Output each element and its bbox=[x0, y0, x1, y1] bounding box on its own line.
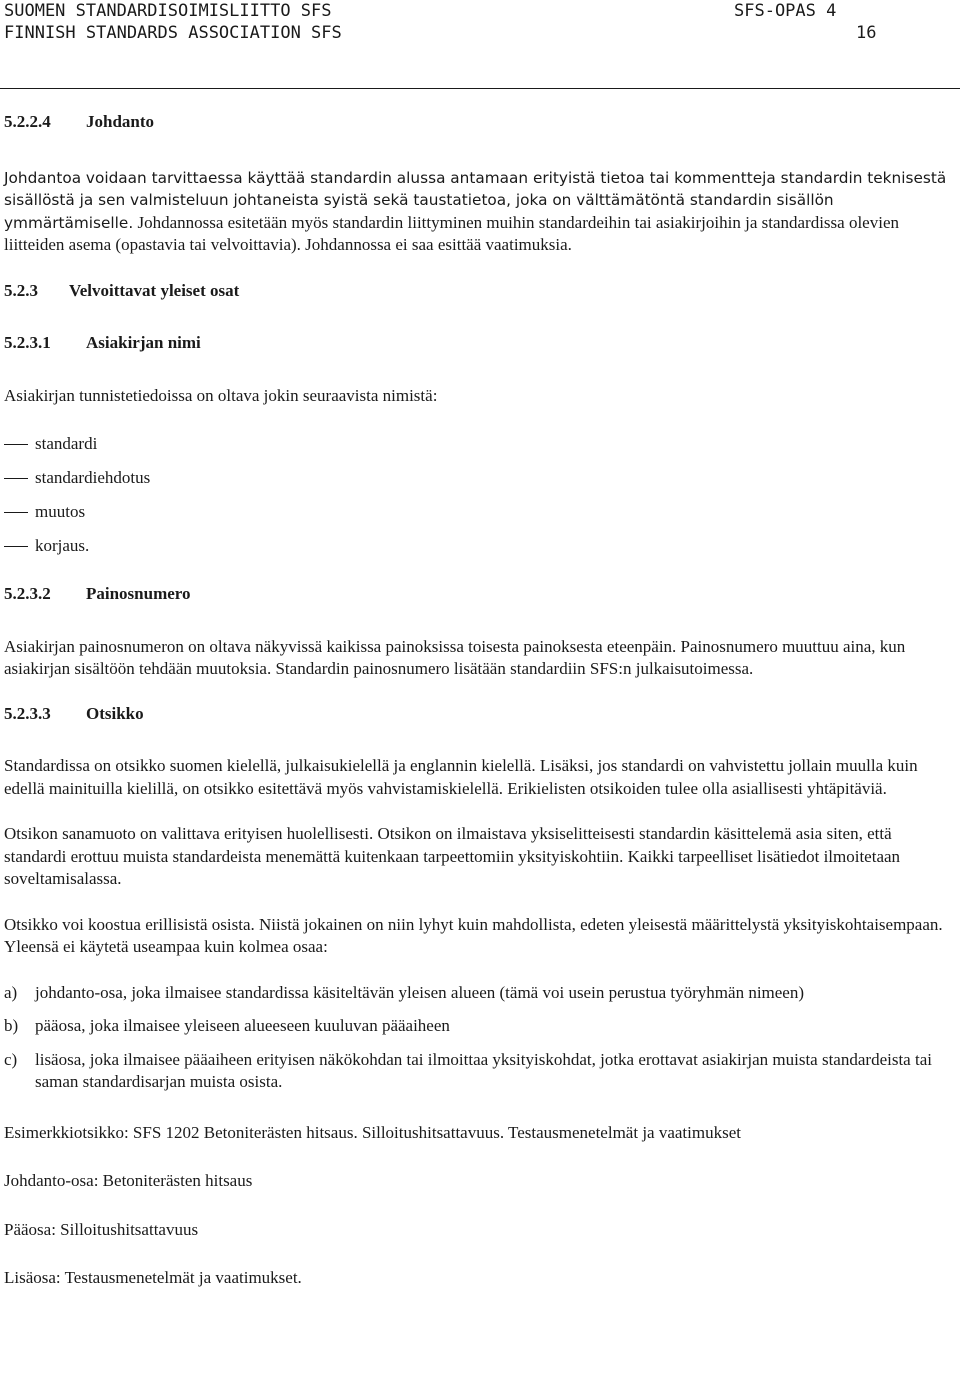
paragraph-johdanto-part2: Johdannossa esitetään myös standardin liittyminen muihin standardeihin tai asiakirjoihin ja standardissa olevien liitteiden asema (opastavia tai velvoittavia). Johdannossa ei saa esittää vaatimuksia. bbox=[4, 212, 899, 254]
title-parts-list bbox=[4, 982, 954, 1094]
example-main-part: Pääosa: Silloitushitsattavuus bbox=[4, 1219, 199, 1239]
dash-marker bbox=[4, 478, 28, 479]
document-body bbox=[4, 111, 954, 1290]
paragraph-otsikko-3: Otsikko voi koostua erillisistä osista. Niistä jokainen on niin lyhyt kuin mahdollista, edeten yleisestä määrittelystä yksityiskohtaisempaan. Yleensä ei käytetä useampaa kuin kolmea osaa: bbox=[4, 914, 943, 956]
header-org-fi: SUOMEN STANDARDISOIMISLIITTO SFS bbox=[4, 1, 332, 21]
heading-otsikko bbox=[4, 703, 954, 726]
list-marker: c) bbox=[4, 1049, 18, 1069]
heading-number: 5.2.3.3 bbox=[4, 703, 51, 723]
header-rule bbox=[0, 88, 960, 89]
page-header bbox=[4, 0, 954, 52]
example-title: Esimerkkiotsikko: SFS 1202 Betoniterästen hitsaus. Silloitushitsattavuus. Testausmenetelmät ja vaatimukset bbox=[4, 1122, 741, 1142]
example-intro-part: Johdanto-osa: Betoniterästen hitsaus bbox=[4, 1171, 253, 1190]
paragraph-otsikko-1: Standardissa on otsikko suomen kielellä, julkaisukielellä ja englannin kielellä. Lisäksi, jos standardi on vahvistettu jollain muulla kuin edellä mainituilla kielillä, on otsikko esitettävä myös vahvistamiskielellä. Erikielisten otsikoiden tulee olla asiallisesti yhtäpitäviä. bbox=[4, 756, 918, 798]
heading-title: Johdanto bbox=[86, 112, 155, 131]
dash-marker bbox=[4, 444, 28, 445]
document-type-list bbox=[4, 433, 954, 569]
list-item bbox=[4, 535, 954, 569]
list-marker: b) bbox=[4, 1016, 19, 1035]
heading-number: 5.2.3.1 bbox=[4, 333, 51, 352]
heading-title: Painosnumero bbox=[86, 584, 191, 603]
heading-title: Asiakirjan nimi bbox=[86, 333, 201, 352]
heading-asiakirjan-nimi bbox=[4, 332, 954, 355]
dash-marker bbox=[4, 512, 28, 513]
list-item-text: muutos bbox=[35, 502, 86, 521]
list-marker: a) bbox=[4, 982, 18, 1002]
list-item bbox=[4, 467, 954, 501]
header-org-en: FINNISH STANDARDS ASSOCIATION SFS bbox=[4, 23, 342, 43]
list-item bbox=[4, 1049, 954, 1094]
list-item bbox=[4, 1015, 954, 1038]
list-item-text: johdanto-osa, joka ilmaisee standardissa käsiteltävän yleisen alueen (tämä voi usein perustua työryhmän nimeen) bbox=[35, 982, 805, 1002]
heading-number: 5.2.3.2 bbox=[4, 584, 51, 603]
list-item bbox=[4, 501, 954, 535]
header-doc-id: SFS-OPAS 4 bbox=[734, 1, 837, 21]
paragraph-johdanto bbox=[4, 167, 954, 257]
paragraph-painosnumero: Asiakirjan painosnumeron on oltava näkyvissä kaikissa painoksissa toisesta painoksesta eteenpäin. Painosnumero muuttuu aina, kun asiakirjan sisältöön tehdään muutoksia. Standardin painosnumero lisätään standardiin SFS:n julkaisutoimessa. bbox=[4, 636, 906, 678]
heading-number: 5.2.3 bbox=[4, 280, 38, 300]
page-number: 16 bbox=[856, 23, 877, 43]
heading-number: 5.2.2.4 bbox=[4, 112, 51, 131]
list-item bbox=[4, 982, 954, 1005]
list-item-text: korjaus. bbox=[35, 536, 90, 555]
list-item bbox=[4, 433, 954, 467]
heading-johdanto bbox=[4, 111, 954, 134]
paragraph-otsikko-2: Otsikon sanamuoto on valittava erityisen huolellisesti. Otsikon on ilmaistava yksiselitteisesti standardin käsittelemä asia siten, että standardi erottuu muista standardeista menemättä kuitenkaan tarpeettomiin yksityiskohtiin. Kaikki tarpeelliset lisätiedot ilmoitetaan soveltamisalassa. bbox=[4, 824, 901, 888]
heading-velvoittavat-osat bbox=[4, 280, 954, 303]
heading-title: Velvoittavat yleiset osat bbox=[69, 280, 240, 300]
example-extra-part: Lisäosa: Testausmenetelmät ja vaatimukset. bbox=[4, 1268, 302, 1287]
heading-painosnumero bbox=[4, 583, 954, 606]
list-item-text: pääosa, joka ilmaisee yleiseen alueeseen kuuluvan pääaiheen bbox=[35, 1016, 450, 1035]
list-item-text: standardiehdotus bbox=[35, 468, 151, 487]
list-item-text: lisäosa, joka ilmaisee pääaiheen erityisen näkökohdan tai ilmoittaa yksityiskohdat, jotka erottavat asiakirjan muista standardeista tai saman standardisarjan muista osista. bbox=[35, 1049, 932, 1091]
list-item-text: standardi bbox=[35, 434, 98, 453]
dash-marker bbox=[4, 546, 28, 547]
paragraph-nimi-intro: Asiakirjan tunnistetiedoissa on oltava jokin seuraavista nimistä: bbox=[4, 385, 438, 405]
paragraph-johdanto-part1: Johdantoa voidaan tarvittaessa käyttää standardin alussa antamaan erityistä tietoa tai kommentteja standardin teknisestä sisällöstä ja sen valmisteluun johtaneista syistä sekä taustatietoa, joka on välttämätöntä standardin sisällön ymmärtämiselle. bbox=[4, 168, 947, 232]
heading-title: Otsikko bbox=[86, 703, 144, 723]
